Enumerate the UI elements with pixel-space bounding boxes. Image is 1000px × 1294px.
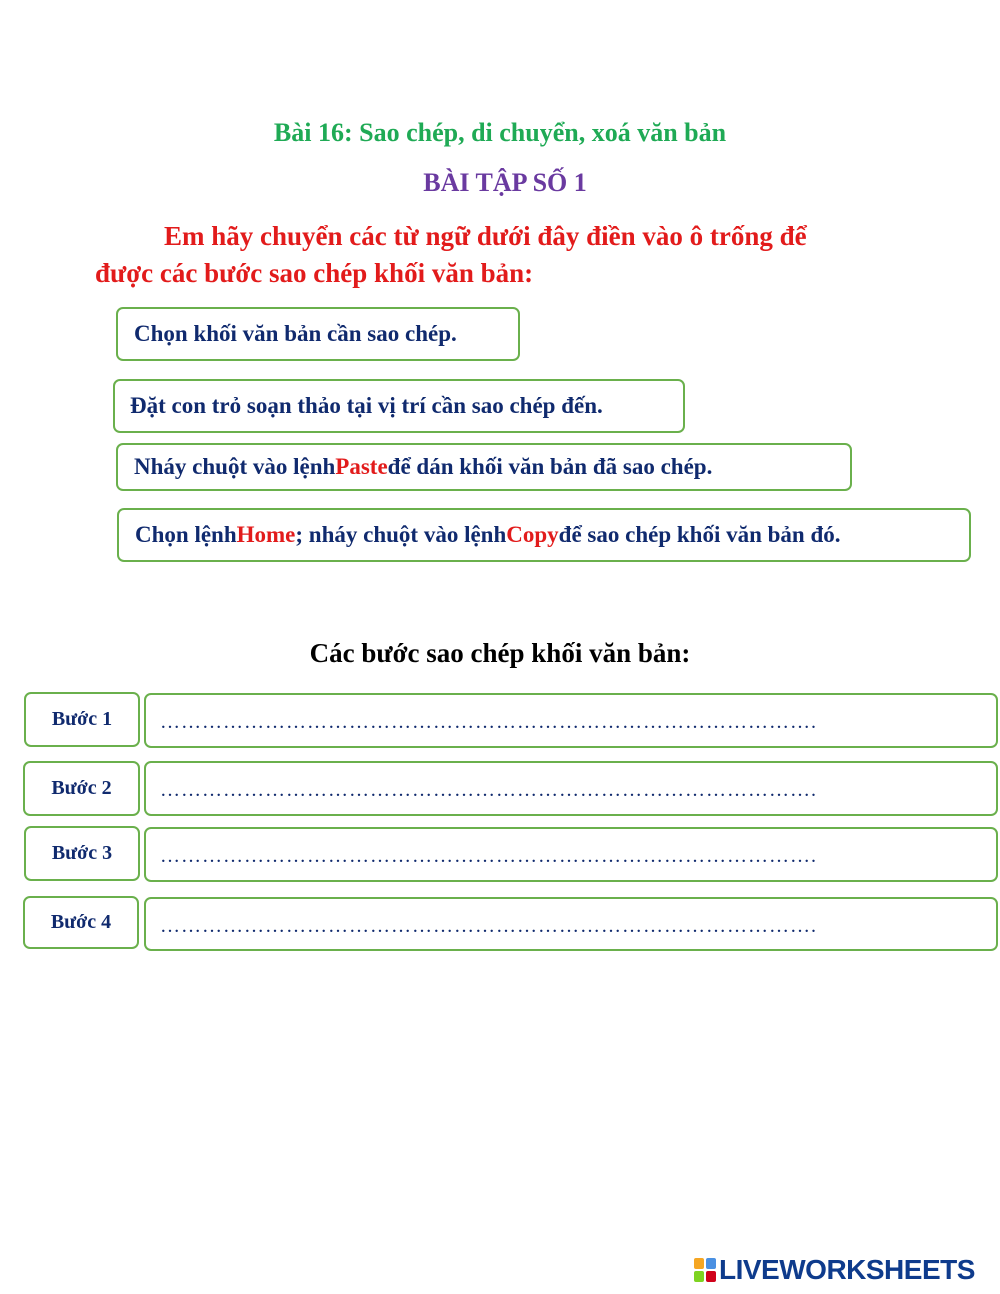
liveworksheets-logo-icon <box>694 1258 716 1282</box>
step-label-3: Bước 3 <box>24 826 140 881</box>
step-drop-slot-2[interactable] <box>144 761 998 816</box>
step-label-4: Bước 4 <box>23 896 139 949</box>
option-chip-copy[interactable] <box>117 508 971 562</box>
option-chip-text: ; nháy chuột vào lệnh <box>295 522 507 547</box>
step-drop-slot-3[interactable] <box>144 827 998 882</box>
option-chip-text: Chọn lệnh <box>135 522 237 547</box>
step-drop-slot-4[interactable] <box>144 897 998 951</box>
option-chip-text: Nháy chuột vào lệnh <box>134 454 336 479</box>
instruction-line-2: được các bước sao chép khối văn bản: <box>95 258 534 288</box>
step-drop-slot-1[interactable] <box>144 693 998 748</box>
step-label-2: Bước 2 <box>23 761 140 816</box>
option-chip-select-block[interactable] <box>116 307 520 361</box>
instruction-text <box>95 218 915 292</box>
option-chip-text: để sao chép khối văn bản đó. <box>558 522 841 547</box>
option-chip-place-cursor[interactable] <box>113 379 685 433</box>
step-slot-placeholder: …………………………………………………………………………………. <box>160 711 817 733</box>
option-chip-text: để dán khối văn bản đã sao chép. <box>387 454 713 479</box>
logo-text: LIVEWORKSHEETS <box>719 1254 975 1285</box>
keyword-paste: Paste <box>335 454 388 479</box>
step-slot-placeholder: …………………………………………………………………………………. <box>160 779 817 801</box>
liveworksheets-logo[interactable] <box>694 1252 975 1288</box>
steps-section-title: Các bước sao chép khối văn bản: <box>309 638 691 668</box>
instruction-line-1: Em hãy chuyển các từ ngữ dưới đây điền vào ô trống để <box>164 221 807 251</box>
option-chip-paste[interactable] <box>116 443 852 491</box>
step-slot-placeholder: …………………………………………………………………………………. <box>160 914 817 937</box>
exercise-title: BÀI TẬP SỐ 1 <box>423 168 587 197</box>
option-chip-text: Chọn khối văn bản cần sao chép. <box>134 321 457 346</box>
keyword-copy: Copy <box>506 522 559 547</box>
option-chip-text: Đặt con trỏ soạn thảo tại vị trí cần sao chép đến. <box>130 393 603 418</box>
keyword-home: Home <box>236 522 296 547</box>
step-slot-placeholder: …………………………………………………………………………………. <box>160 845 817 867</box>
lesson-title: Bài 16: Sao chép, di chuyển, xoá văn bản <box>273 118 727 147</box>
step-label-1: Bước 1 <box>24 692 140 747</box>
